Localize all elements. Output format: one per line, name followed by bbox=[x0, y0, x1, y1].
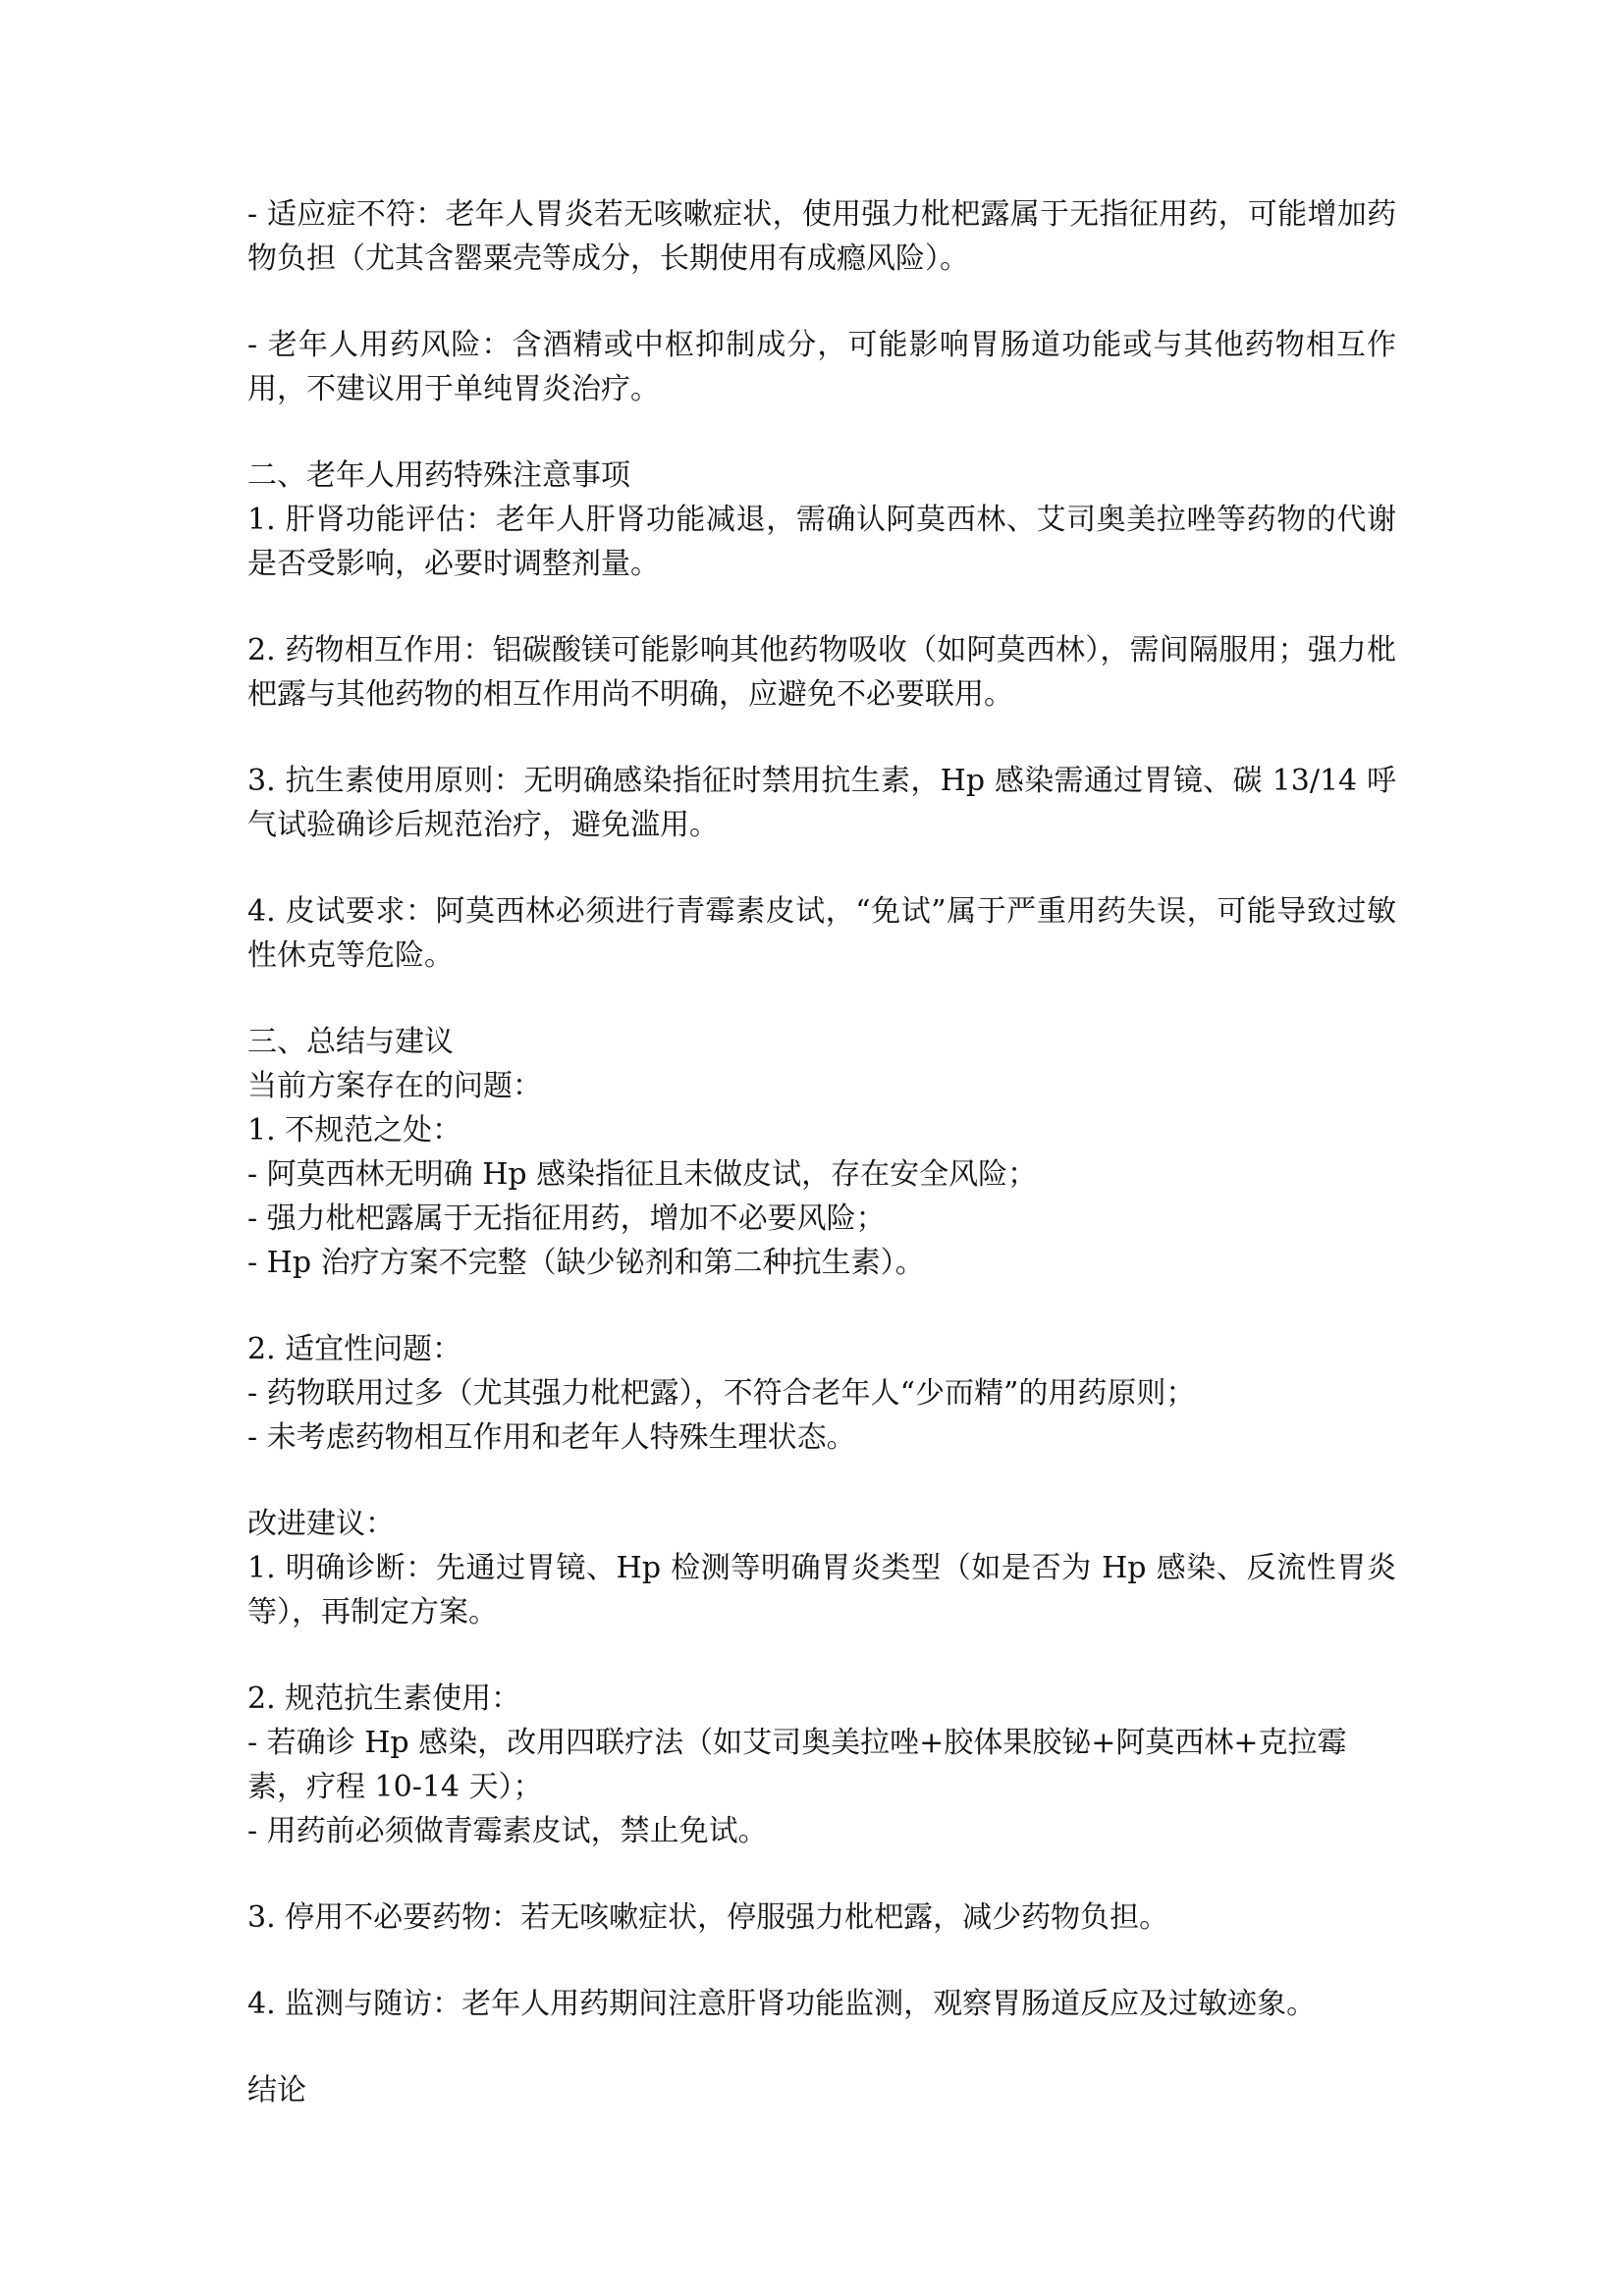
section-heading-summary: 三、总结与建议 bbox=[247, 1025, 454, 1059]
improve-item-monitoring: 4. 监测与随访：老年人用药期间注意肝肾功能监测，观察胃肠道反应及过敏迹象。 bbox=[247, 1987, 1317, 2021]
improve-heading: 改进建议： bbox=[247, 1507, 395, 1541]
nonstandard-heading: 1. 不规范之处： bbox=[247, 1113, 462, 1148]
improve-item-diagnosis: 1. 明确诊断：先通过胃镜、Hp 检测等明确胃炎类型（如是否为 Hp 感染、反流性胃炎等），再制定方案。 bbox=[247, 1551, 1396, 1629]
precaution-item-liver-kidney: 1. 肝肾功能评估：老年人肝肾功能减退，需确认阿莫西林、艾司奥美拉唑等药物的代谢是否受影响，必要时调整剂量。 bbox=[247, 503, 1396, 581]
spacer bbox=[247, 1460, 1396, 1502]
section-heading-elderly-precautions: 二、老年人用药特殊注意事项 bbox=[247, 458, 630, 493]
conclusion-heading: 结论 bbox=[247, 2073, 306, 2108]
spacer bbox=[247, 1285, 1396, 1327]
nonstandard-item: - 强力枇杷露属于无指征用药，增加不必要风险； bbox=[247, 1201, 886, 1236]
improve-item-antibiotic-heading: 2. 规范抗生素使用： bbox=[247, 1682, 521, 1716]
intro-paragraph-indication: - 适应症不符：老年人胃炎若无咳嗽症状，使用强力枇杷露属于无指征用药，可能增加药物负担（尤其含罂粟壳等成分，长期使用有成瘾风险）。 bbox=[247, 197, 1396, 276]
precaution-item-drug-interaction: 2. 药物相互作用：铝碳酸镁可能影响其他药物吸收（如阿莫西林），需间隔服用；强力枇杷露与其他药物的相互作用尚不明确，应避免不必要联用。 bbox=[247, 633, 1396, 712]
suitability-heading: 2. 适宜性问题： bbox=[247, 1332, 462, 1366]
suitability-item: - 未考虑药物相互作用和老年人特殊生理状态。 bbox=[247, 1420, 856, 1455]
improve-subitem-skin-test: - 用药前必须做青霉素皮试，禁止免试。 bbox=[247, 1814, 768, 1848]
suitability-item: - 药物联用过多（尤其强力枇杷露），不符合老年人“少而精”的用药原则； bbox=[247, 1376, 1196, 1411]
nonstandard-item: - Hp 治疗方案不完整（缺少铋剂和第二种抗生素）。 bbox=[247, 1246, 925, 1280]
document-page bbox=[247, 192, 1396, 2112]
nonstandard-item: - 阿莫西林无明确 Hp 感染指征且未做皮试，存在安全风险； bbox=[247, 1157, 1038, 1192]
problems-heading: 当前方案存在的问题： bbox=[247, 1069, 542, 1103]
precaution-item-antibiotic-principle: 3. 抗生素使用原则：无明确感染指征时禁用抗生素，Hp 感染需通过胃镜、碳 13/14 呼气试验确诊后规范治疗，避免滥用。 bbox=[247, 764, 1396, 842]
improve-item-stop-unnecessary: 3. 停用不必要药物：若无咳嗽症状，停服强力枇杷露，减少药物负担。 bbox=[247, 1900, 1169, 1935]
improve-subitem-quadruple-therapy: - 若确诊 Hp 感染，改用四联疗法（如艾司奥美拉唑+胶体果胶铋+阿莫西林+克拉霉素，疗程 10-14 天）； bbox=[247, 1726, 1347, 1804]
precaution-item-skin-test: 4. 皮试要求：阿莫西林必须进行青霉素皮试，“免试”属于严重用药失误，可能导致过敏性休克等危险。 bbox=[247, 894, 1396, 973]
intro-paragraph-elderly-risk: - 老年人用药风险：含酒精或中枢抑制成分，可能影响胃肠道功能或与其他药物相互作用，不建议用于单纯胃炎治疗。 bbox=[247, 328, 1396, 406]
